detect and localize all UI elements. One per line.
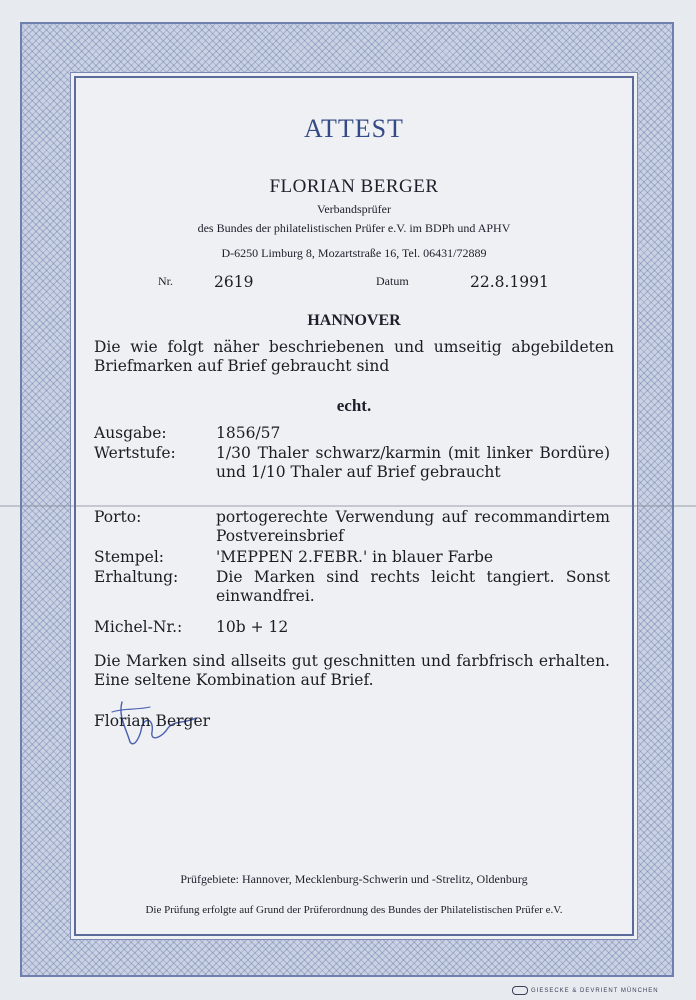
printer-imprint [512, 986, 659, 995]
printer-name: GIESECKE & DEVRIENT MÜNCHEN [531, 988, 659, 995]
examiner-association: des Bundes der philatelistischen Prüfer e.V. im BDPh und APHV [197, 221, 511, 235]
examiner-title: Verbandsprüfer [317, 202, 391, 216]
field-value-porto: portogerechte Verwendung auf recommandirtem Postvereinsbrief [216, 508, 610, 545]
field-label-wertstufe: Wertstufe: [94, 444, 176, 462]
field-label-ausgabe: Ausgabe: [94, 424, 167, 442]
date-label: Datum [376, 274, 409, 288]
field-label-stempel: Stempel: [94, 548, 164, 566]
certificate-content [74, 76, 634, 936]
region-heading: HANNOVER [307, 312, 401, 329]
certificate-date: 22.8.1991 [470, 273, 549, 291]
certificate-title: ATTEST [304, 114, 404, 143]
examiner-address: D-6250 Limburg 8, Mozartstraße 16, Tel. 06431/72889 [221, 246, 487, 260]
field-value-stempel: 'MEPPEN 2.FEBR.' in blauer Farbe [216, 548, 494, 566]
legal-note: Die Prüfung erfolgte auf Grund der Prüferordnung des Bundes der Philatelistischen Prüfer e.V. [145, 904, 563, 916]
field-value-erhaltung: Die Marken sind rechts leicht tangiert. Sonst einwandfrei. [216, 568, 610, 605]
intro-text: Die wie folgt näher beschriebenen und umseitig abgebildeten Briefmarken auf Brief gebraucht sind [94, 338, 614, 375]
certificate-number: 2619 [214, 273, 254, 291]
field-value-wertstufe: 1/30 Thaler schwarz/karmin (mit linker Bordüre) und 1/10 Thaler auf Brief gebraucht [216, 444, 610, 481]
examination-areas: Prüfgebiete: Hannover, Mecklenburg-Schwerin und -Strelitz, Oldenburg [180, 872, 528, 886]
signature-name: Florian Berger [94, 712, 211, 730]
field-value-ausgabe: 1856/57 [216, 424, 281, 442]
field-label-erhaltung: Erhaltung: [94, 568, 179, 586]
final-remark: Die Marken sind allseits gut geschnitten und farbfrisch erhalten. Eine seltene Kombination auf Brief. [94, 652, 610, 689]
examiner-name: FLORIAN BERGER [269, 176, 439, 197]
field-label-porto: Porto: [94, 508, 142, 526]
field-label-michel: Michel-Nr.: [94, 618, 183, 636]
printer-logo-icon [512, 986, 528, 995]
field-value-michel: 10b + 12 [216, 618, 289, 636]
verdict: echt. [336, 396, 372, 415]
certificate-number-label: Nr. [158, 274, 173, 288]
